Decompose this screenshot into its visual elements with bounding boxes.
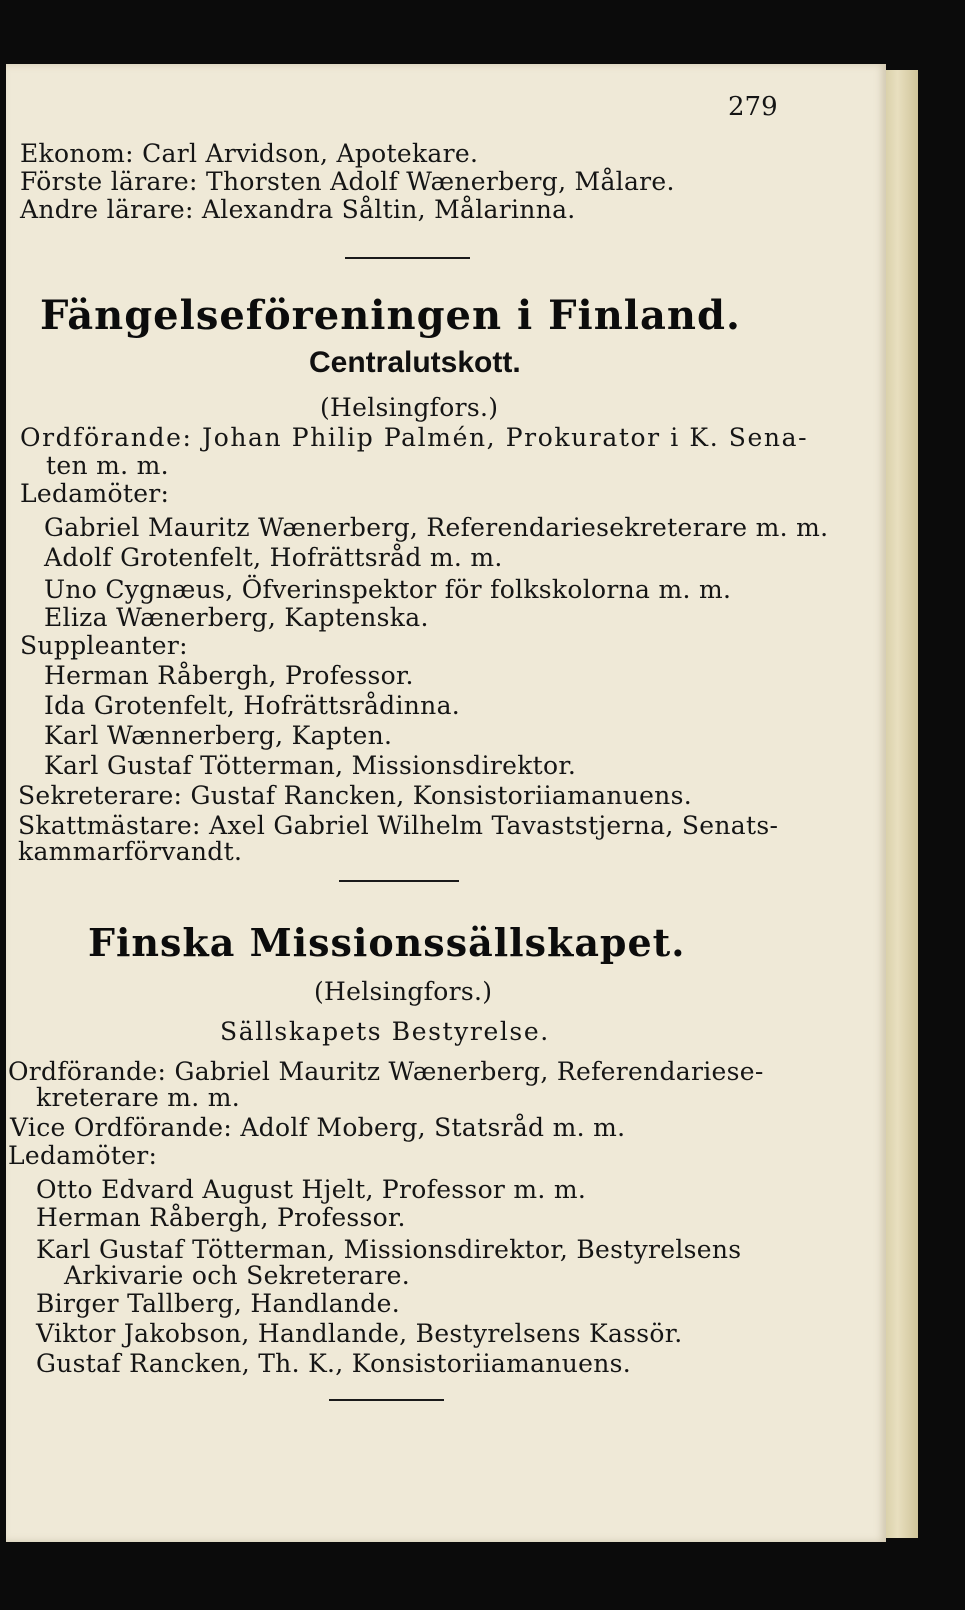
text-line: Karl Wænnerberg, Kapten.: [44, 721, 393, 750]
section-title: Fängelseföreningen i Finland.: [40, 292, 741, 339]
text-line: ten m. m.: [46, 451, 169, 480]
text-line: kreterare m. m.: [36, 1083, 241, 1112]
text-line: Ledamöter:: [20, 479, 170, 508]
section-location: (Helsingfors.): [320, 393, 499, 422]
text-line: Karl Gustaf Tötterman, Missionsdirektor.: [44, 751, 577, 780]
text-line: Arkivarie och Sekreterare.: [64, 1261, 410, 1290]
text-line: Eliza Wænerberg, Kaptenska.: [44, 603, 429, 632]
text-line: Karl Gustaf Tötterman, Missionsdirektor, Bestyrelsens: [36, 1235, 742, 1264]
divider-rule: [329, 1399, 444, 1401]
text-line: Suppleanter:: [20, 631, 188, 660]
text-line: Adolf Grotenfelt, Hofrättsråd m. m.: [44, 543, 503, 572]
text-line: Vice Ordförande: Adolf Moberg, Statsråd m. m.: [10, 1113, 626, 1142]
text-line: Herman Råbergh, Professor.: [36, 1203, 406, 1232]
text-line: Otto Edvard August Hjelt, Professor m. m.: [36, 1175, 587, 1204]
section-subtitle: Sällskapets Bestyrelse.: [220, 1017, 550, 1046]
text-line: Uno Cygnæus, Öfverinspektor för folkskolorna m. m.: [44, 575, 732, 604]
text-line: Skattmästare: Axel Gabriel Wilhelm Tavaststjerna, Senats-: [18, 811, 779, 840]
divider-rule: [345, 257, 470, 259]
text-line: Andre lärare: Alexandra Såltin, Målarinna.: [20, 195, 576, 224]
text-line: Ledamöter:: [8, 1141, 158, 1170]
text-line: Ordförande: Gabriel Mauritz Wænerberg, Referendariese-: [8, 1057, 764, 1086]
section-subtitle: Centralutskott.: [309, 346, 521, 379]
text-line: Viktor Jakobson, Handlande, Bestyrelsens Kassör.: [36, 1319, 683, 1348]
text-line: Ekonom: Carl Arvidson, Apotekare.: [20, 139, 479, 168]
section-location: (Helsingfors.): [314, 977, 493, 1006]
text-line: Birger Tallberg, Handlande.: [36, 1289, 400, 1318]
text-line: Ida Grotenfelt, Hofrättsrådinna.: [44, 691, 461, 720]
text-line: kammarförvandt.: [18, 837, 243, 866]
text-line: Gabriel Mauritz Wænerberg, Referendariesekreterare m. m.: [44, 513, 829, 542]
page-edge: [884, 70, 918, 1538]
text-line: Gustaf Rancken, Th. K., Konsistoriiamanuens.: [36, 1349, 632, 1378]
text-line: Sekreterare: Gustaf Rancken, Konsistoriiamanuens.: [18, 781, 692, 810]
text-line: Ordförande: Johan Philip Palmén, Prokurator i K. Sena-: [20, 423, 809, 452]
text-line: Förste lärare: Thorsten Adolf Wænerberg, Målare.: [20, 167, 675, 196]
page-number: 279: [728, 92, 778, 122]
divider-rule: [339, 880, 459, 882]
text-line: Herman Råbergh, Professor.: [44, 661, 414, 690]
section-title: Finska Missionssällskapet.: [88, 920, 686, 965]
